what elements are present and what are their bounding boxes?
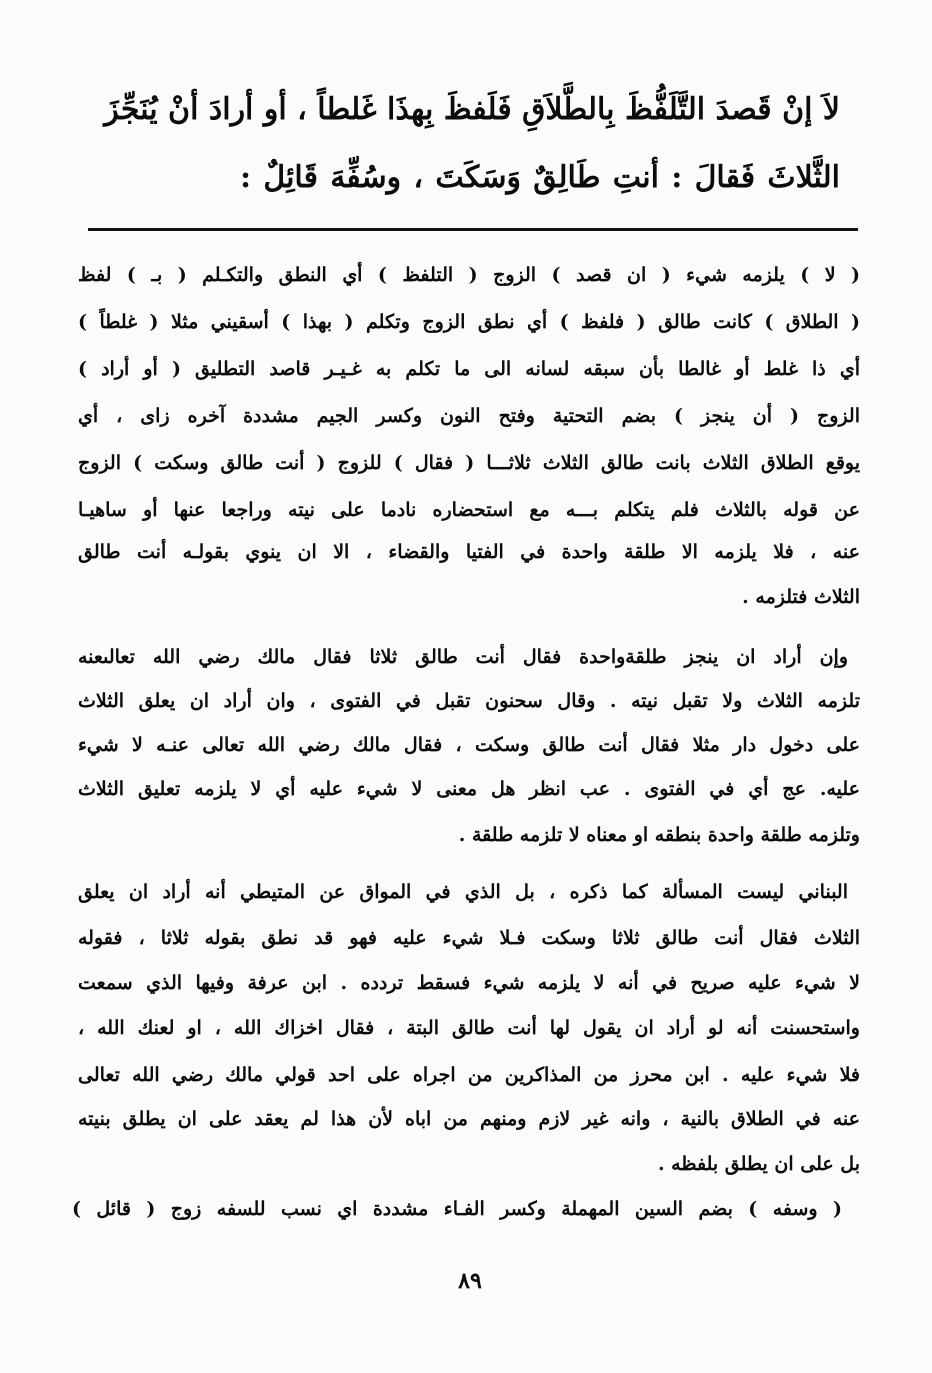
sharh-line: يوقع الطلاق الثلاث بانت طالق الثلاث ثلاثـــا ( فقال ) للزوج ( أنت طالق وسكت ) الزوج bbox=[78, 452, 860, 474]
sharh-line: عنه في الطلاق بالنية ، وانه غير لازم ومنهم من اباه لأن هذا لم يعقد على ان يطلق بنيته bbox=[78, 1108, 860, 1130]
sharh-line: على دخول دار مثلا فقال أنت طالق وسكت ، فقال مالك رضي الله تعالى عنـه لا شيء bbox=[78, 734, 860, 756]
sharh-line: ( لا ) يلزمه شيء ( ان قصد ) الزوج ( التلفظ ) أي النطق والتكـلم ( بـ ) لفظ bbox=[78, 264, 860, 286]
sharh-line: لا شيء عليه صريح في أنه لا يلزمه شيء فسقط تردده . ابن عرفة وفيها الذي سمعت bbox=[78, 972, 860, 994]
sharh-line: فلا شيء عليه . ابن محرز من المذاكرين من اجراه على احد قولي مالك رضي الله تعالى bbox=[78, 1064, 860, 1086]
page-number: ٨٩ bbox=[458, 1268, 482, 1294]
sharh-line: عليه. عج أي في الفتوى . عب انظر هل معنى لا شيء عليه أي لا يلزمه تعليق الثلاث bbox=[78, 778, 860, 800]
sharh-line: البناني ليست المسألة كما ذكره ، بل الذي في المواق عن المتيطي أنه أراد ان يعلق bbox=[78, 881, 848, 903]
sharh-line: الثلاث فتلزمه . bbox=[742, 586, 860, 608]
separator-rule bbox=[88, 228, 858, 231]
sharh-line: وإن أراد ان ينجز طلقةواحدة فقال أنت طالق ثلاثا فقال مالك رضي الله تعالىعنه bbox=[78, 646, 848, 668]
sharh-line: عن قوله بالثلاث فلم يتكلم بـــه مع استحضاره نادما على نيته وراجعا عنها أو ساهيـا bbox=[78, 499, 860, 521]
matn-line-2: الثَّلاثَ فَقالَ : أنتِ طَالِقٌ وَسَكَتَ ، وسُفِّهَ قَائِلٌ : bbox=[240, 160, 840, 195]
sharh-line: أي ذا غلط أو غالطا بأن سبقه لسانه الى ما تكلم به غـيـر قاصد التطليق ( أو أراد ) bbox=[78, 358, 860, 380]
sharh-line: وتلزمه طلقة واحدة بنطقه او معناه لا تلزمه طلقة . bbox=[458, 824, 860, 846]
matn-line-1: لاَ إنْ قَصدَ التَّلَفُّظَ بِالطَّلاَقِ فَلَفظَ بِهذَا غَلطاً ، أو أرادَ أنْ يُنَجِّزَ bbox=[104, 92, 840, 127]
sharh-line: الثلاث فقال أنت طالق ثلاثا وسكت فـلا شيء عليه فهو قد نطق بقوله ثلاثا ، فقوله bbox=[78, 927, 860, 949]
sharh-line: بل على ان يطلق بلفظه . bbox=[657, 1153, 860, 1175]
sharh-line: عنه ، فلا يلزمه الا طلقة واحدة في الفتيا والقضاء ، الا ان ينوي بقولـه أنت طالق bbox=[78, 541, 860, 563]
sharh-line: تلزمه الثلاث ولا تقبل نيته . وقال سحنون تقبل في الفتوى ، وان أراد ان يعلق الثلاث bbox=[78, 690, 860, 712]
sharh-line: واستحسنت أنه لو أراد ان يقول لها أنت طالق البتة ، فقال اخزاك الله ، او لعنك الله ، bbox=[78, 1017, 860, 1039]
sharh-line: ( الطلاق ) كانت طالق ( فلفظ ) أي نطق الزوج وتكلم ( بهذا ) أسقيني مثلا ( غلطاً ) bbox=[78, 311, 860, 333]
sharh-line: الزوج ( أن ينجز ) بضم التحتية وفتح النون وكسر الجيم مشددة آخره زاى ، أي bbox=[78, 405, 860, 427]
sharh-line: ( وسفه ) بضم السين المهملة وكسر الفـاء مشددة اي نسب للسفه زوج ( قائل ) bbox=[72, 1198, 842, 1220]
